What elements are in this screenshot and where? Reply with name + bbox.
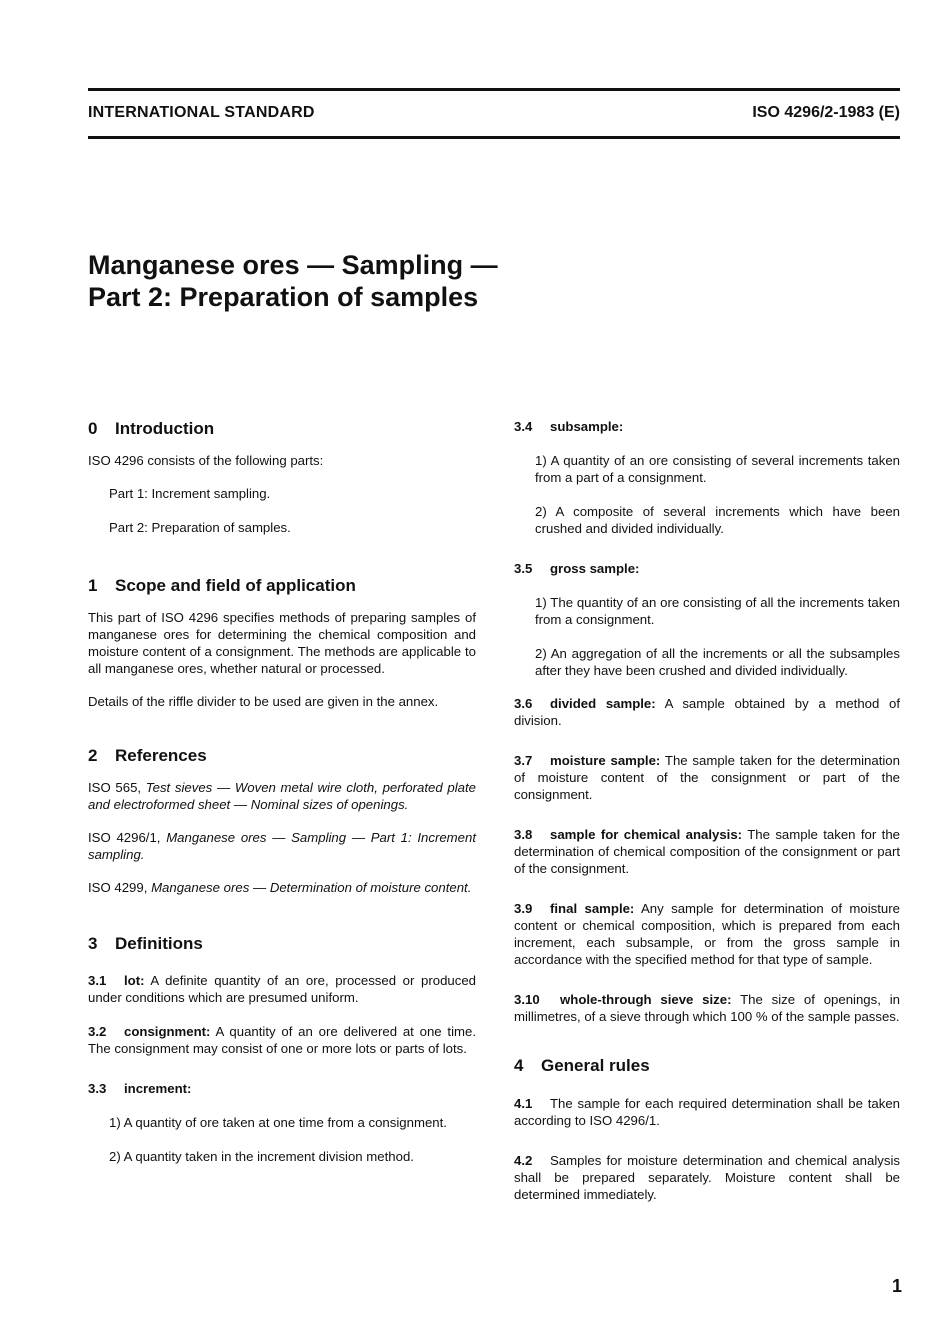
rule-4-1: 4.1 The sample for each required determination shall be taken according to ISO 4296/1.: [514, 1096, 900, 1128]
definition-3-8: 3.8 sample for chemical analysis: The sample taken for the determination of chemical composition of the consignment or part of the consignment.: [514, 827, 900, 876]
annex-paragraph: Details of the riffle divider to be used are given in the annex.: [88, 694, 439, 709]
definition-3-10: 3.10 whole-through sieve size: The size of openings, in millimetres, of a sieve through which 100 % of the sample passes.: [514, 992, 900, 1024]
part-2-item: Part 2: Preparation of samples.: [109, 520, 291, 535]
definition-3-6: 3.6 divided sample: A sample obtained by a method of division.: [514, 696, 900, 728]
definition-3-4-item-1: 1) A quantity of an ore consisting of several increments taken from a part of a consignment.: [535, 453, 900, 485]
header-document-type: INTERNATIONAL STANDARD: [88, 104, 315, 121]
definition-3-9: 3.9 final sample: Any sample for determination of moisture content or chemical composition, which is prepared from each increment, each subsample, or from the gross sample in accordance with the specified method for that type of sample.: [514, 901, 900, 967]
header-top-rule: [88, 88, 900, 91]
definition-3-4: 3.4 subsample:: [514, 419, 624, 434]
definition-3-4-item-2: 2) A composite of several increments which have been crushed and divided individually.: [535, 504, 900, 536]
section-3-heading: 3 Definitions: [88, 934, 203, 953]
part-1-item: Part 1: Increment sampling.: [109, 486, 271, 501]
rule-4-2: 4.2 Samples for moisture determination and chemical analysis shall be prepared separately. Moisture content shall be determined immediately.: [514, 1153, 900, 1202]
section-1-heading: 1 Scope and field of application: [88, 576, 356, 595]
section-2-heading: 2 References: [88, 746, 207, 765]
definition-3-3-item-1: 1) A quantity of ore taken at one time from a consignment.: [109, 1115, 447, 1130]
reference-iso-4299: ISO 4299, Manganese ores — Determination of moisture content.: [88, 880, 472, 895]
reference-iso-4296-1: ISO 4296/1, Manganese ores — Sampling — Part 1: Increment sampling.: [88, 830, 476, 862]
section-0-heading: 0 Introduction: [88, 419, 215, 438]
definition-3-7: 3.7 moisture sample: The sample taken for the determination of moisture content of the consignment or part of the consignment.: [514, 753, 900, 802]
definition-3-5-item-2: 2) An aggregation of all the increments or all the subsamples after they have been crushed and divided individually.: [535, 646, 900, 678]
page-title: [88, 249, 498, 313]
definition-3-5: 3.5 gross sample:: [514, 561, 640, 576]
reference-iso-565: ISO 565, Test sieves — Woven metal wire cloth, perforated plate and electroformed sheet — Nominal sizes of openings.: [88, 780, 476, 812]
page-number: 1: [891, 1276, 902, 1296]
definition-3-1: 3.1 lot: A definite quantity of an ore, processed or produced under conditions which are presumed uniform.: [88, 973, 477, 1005]
section-4-heading: 4 General rules: [514, 1056, 650, 1075]
definition-3-3: 3.3 increment:: [88, 1081, 192, 1096]
right-column: [514, 418, 900, 1203]
header-bottom-rule: [88, 136, 900, 139]
definition-3-3-item-2: 2) A quantity taken in the increment division method.: [109, 1149, 414, 1164]
scope-paragraph: This part of ISO 4296 specifies methods of preparing samples of manganese ores for determining the chemical composition and moisture content of a consignment. The methods are applicable to all manganese ores, whether natural or processed.: [88, 610, 476, 676]
left-column: [88, 418, 476, 1165]
title-line-2: Part 2: Preparation of samples: [88, 282, 479, 312]
header-document-number: ISO 4296/2-1983 (E): [752, 104, 900, 121]
intro-paragraph: ISO 4296 consists of the following parts:: [88, 453, 324, 468]
title-line-1: Manganese ores — Sampling —: [88, 250, 498, 280]
definition-3-5-item-1: 1) The quantity of an ore consisting of all the increments taken from a consignment.: [535, 595, 900, 627]
definition-3-2: 3.2 consignment: A quantity of an ore delivered at one time. The consignment may consist of one or more lots or parts of lots.: [88, 1024, 477, 1056]
